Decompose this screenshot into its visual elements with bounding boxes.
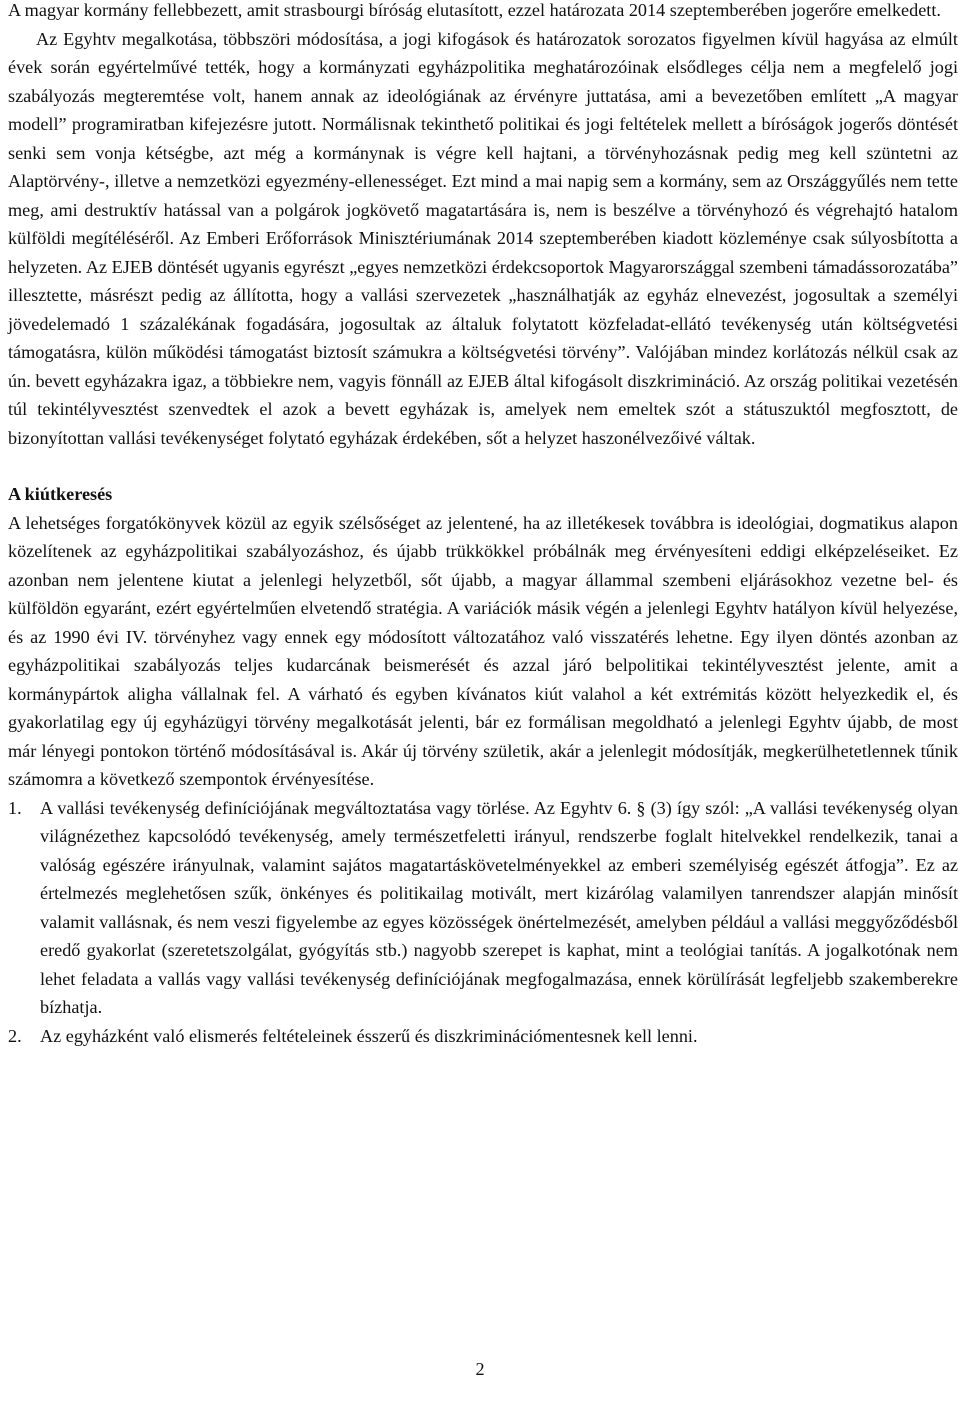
paragraph-intro: A magyar kormány fellebbezett, amit strasbourgi bíróság elutasított, ezzel határozata 2014 szeptemberében jogerőre emelkedett. <box>8 0 941 20</box>
list-item-number: 2. <box>8 1025 22 1046</box>
criteria-list <box>8 794 958 1051</box>
paragraph-main: Az Egyhtv megalkotása, többszöri módosítása, a jogi kifogások és határozatok sorozatos figyelmen kívül hagyása az elmúlt évek során egyértelművé tették, hogy a kormányzati egyházpolitika meghatározóinak elsődleges célja nem a megfelelő jogi szabályozás megteremtése volt, hanem annak az ideológiának az érvényre juttatása, ami a bevezetőben említett „A magyar modell” programiratban kifejezésre jutott. Normálisnak tekinthető politikai és jogi feltételek mellett a bíróságok jogerős döntését senki sem vonja kétségbe, azt még a kormánynak is végre kell hajtani, a törvényhozásnak pedig meg kell szüntetni az Alaptörvény-, illetve a nemzetközi egyezmény-ellenességet. Ezt mind a mai napig sem a kormány, sem az Országgyűlés nem tette meg, ami destruktív hatással van a polgárok jogkövető magatartására is, nem is beszélve a törvényhozó és végrehajtó hatalom külföldi megítéléséről. Az Emberi Erőforrások Minisztériumának 2014 szeptemberében kiadott közleménye csak súlyosbította a helyzeten. Az EJEB döntését ugyanis egyrészt „egyes nemzetközi érdekcsoportok Magyarországgal szembeni támadássorozatába” illesztette, másrészt pedig az állította, hogy a vallási szervezetek „használhatják az egyház elnevezést, jogosultak a személyi jövedelemadó 1 százalékának fogadására, jogosultak az általuk folytatott közfeladat-ellátó tevékenység után költségvetési támogatásra, külön működési támogatást biztosít számukra a költségvetési törvény”. Valójában mindez korlátozás nélkül csak az ún. bevett egyházakra igaz, a többiekre nem, vagyis fönnáll az EJEB által kifogásolt diszkrimináció. Az ország politikai vezetésén túl tekintélyvesztést szenvedtek el azok a bevett egyházak is, amelyek nem emeltek szót a státuszuktól megfosztott, de bizonyítottan vallási tevékenységet folytató egyházak érdekében, sőt a helyzet haszonélvezőivé váltak. <box>8 28 958 448</box>
document-page <box>8 0 958 1050</box>
page-number: 2 <box>475 1359 485 1379</box>
list-item-number: 1. <box>8 797 22 818</box>
spacer <box>8 452 958 480</box>
section-heading: A kiútkeresés <box>8 484 113 504</box>
list-item-text: Az egyházként való elismerés feltételeinek ésszerű és diszkriminációmentesnek kell lenni. <box>40 1025 698 1046</box>
list-item-text: A vallási tevékenység definíciójának megváltoztatása vagy törlése. Az Egyhtv 6. § (3) így szól: „A vallási tevékenység olyan világnézethez kapcsolódó tevékenység, amely természetfeletti irányul, rendszerbe foglalt hitelvekkel rendelkezik, tanai a valóság egészére irányulnak, valamint sajátos magatartáskövetelményekkel az emberi személyiség egészét átfogja”. Ez az értelmezés meglehetősen szűk, önkényes és politikailag motivált, mert kizárólag valamilyen tanrendszer alapján minősít valamit vallásnak, és nem veszi figyelembe az egyes közösségek önértelmezését, amelyben például a vallási meggyőződésből eredő gyakorlat (szeretetszolgálat, gyógyítás stb.) nagyobb szerepet is kaphat, mint a teológiai tanítás. A jogalkotónak nem lehet feladata a vallás vagy vallási tevékenység definíciójának megfogalmazása, ennek körülírását legfeljebb szakemberekre bízhatja. <box>40 797 958 1017</box>
list-item <box>8 794 958 1022</box>
section-body: A lehetséges forgatókönyvek közül az egyik szélsőséget az jelentené, ha az illetékesek továbbra is ideológiai, dogmatikus alapon közelítenek az egyházpolitikai szabályozáshoz, és újabb trükkökkel próbálnák meg érvényesíteni eddigi elképzeléseiket. Ez azonban nem jelentene kiutat a jelenlegi helyzetből, sőt újabb, a magyar állammal szembeni eljárásokhoz vezetne bel- és külföldön egyaránt, ezért egyértelműen elvetendő stratégia. A variációk másik végén a jelenlegi Egyhtv hatályon kívül helyezése, és az 1990 évi IV. törvényhez vagy ennek egy módosított változatához való visszatérés lehetne. Egy ilyen döntés azonban az egyházpolitikai szabályozás teljes kudarcának beismerését és azzal járó belpolitikai tekintélyvesztést jelente, amit a kormánypártok aligha vállalnak fel. A várható és egyben kívánatos kiút valahol a két extrémitás között helyezkedik el, és gyakorlatilag egy új egyházügyi törvény megalkotását jelenti, bár ez formálisan megoldható a jelenlegi Egyhtv újabb, de most már lényegi pontokon történő módosításával is. Akár új törvény születik, akár a jelenlegit módosítják, megkerülhetetlennek tűnik számomra a következő szempontok érvényesítése. <box>8 512 958 789</box>
list-item <box>8 1022 958 1051</box>
